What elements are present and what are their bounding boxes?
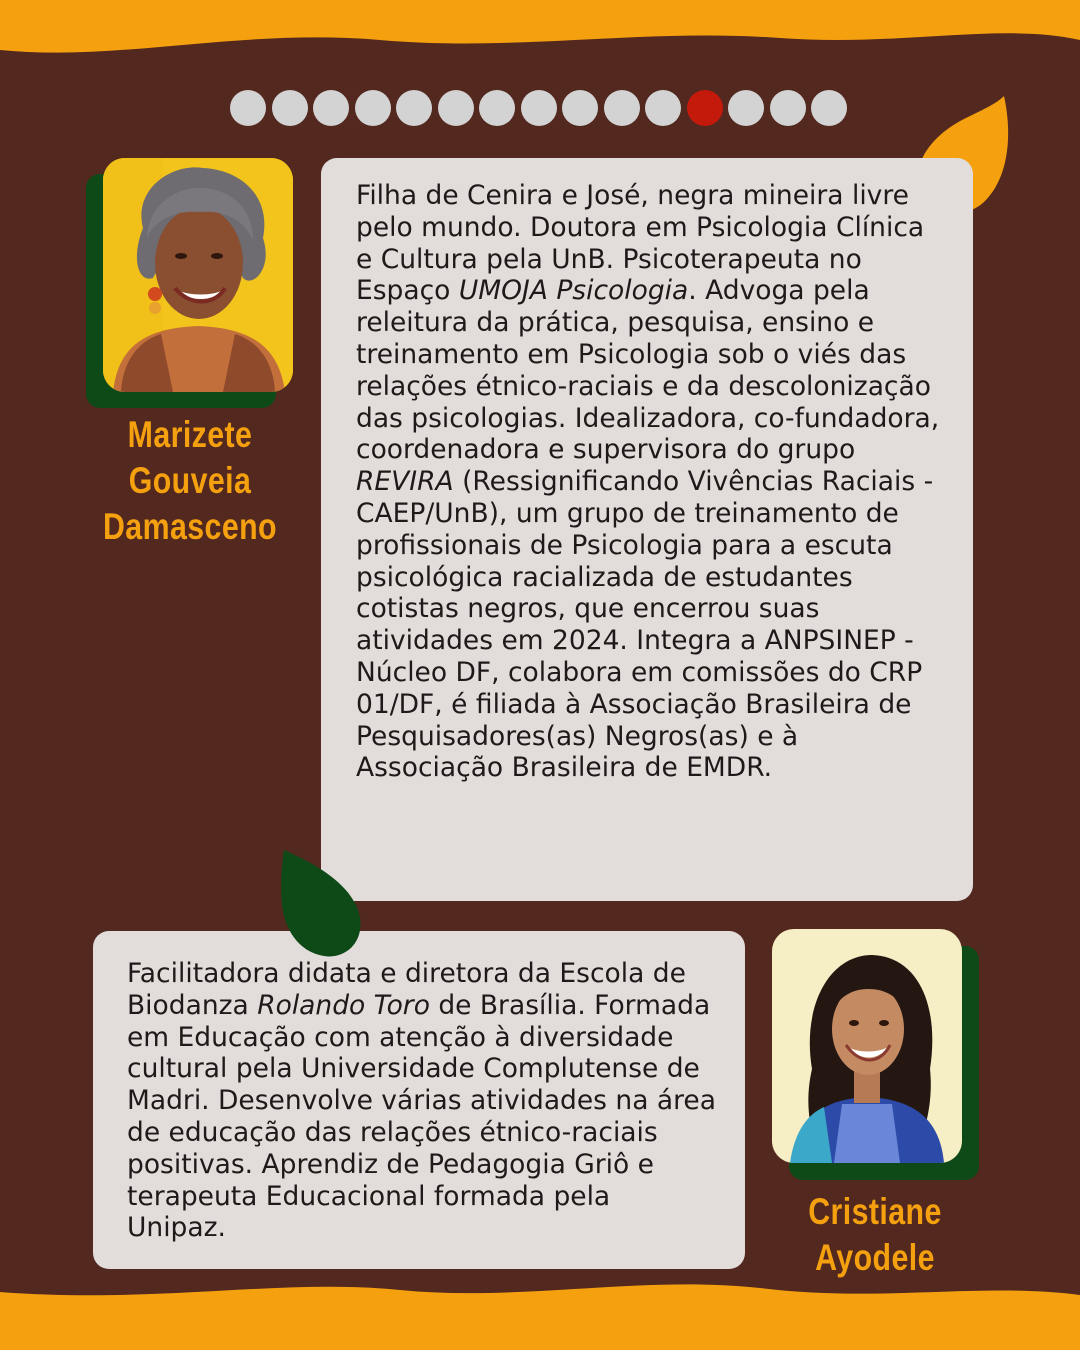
pagination-dot[interactable] (479, 90, 515, 126)
bio-text-segment: . Advoga pela releitura da prática, pesquisa, ensino e treinamento em Psicologia sob o viés das relações étnico-raciais e da descolonização das psicologias. Idealizadora, co-fundadora, coordenadora e supervisora do grupo (356, 275, 940, 466)
portrait-cristiane (772, 929, 962, 1163)
bio-italic-text: REVIRA (356, 466, 454, 498)
pagination-dot[interactable] (770, 90, 806, 126)
bio-text-marizete (356, 180, 945, 784)
bio-text-segment: (Ressignificando Vivências Raciais - CAEP/UnB), um grupo de treinamento de profissionais de Psicologia para a escuta psicológica racializada de estudantes cotistas negros, que encerrou suas atividades em 2024. Integra a ANPSINEP - Núcleo DF, colabora em comissões do CRP 01/DF, é filiada à Associação Brasileira de Pesquisadores(as) Negros(as) e à Associação Brasileira de EMDR. (356, 466, 934, 784)
name-marizete (83, 412, 296, 550)
bio-card-cristiane (93, 931, 745, 1269)
pagination-dots (230, 90, 847, 126)
pagination-dot[interactable] (272, 90, 308, 126)
pagination-dot[interactable] (438, 90, 474, 126)
green-leaf-decoration (276, 848, 366, 960)
bio-text-cristiane (127, 958, 717, 1244)
bio-italic-text: UMOJA Psicologia (458, 275, 689, 307)
portrait-marizete (103, 158, 293, 392)
bio-text-segment: Filha de Cenira e José, negra mineira livre pelo mundo. Doutora em Psicologia Clínica e Cultura pela UnB. Psicoterapeuta no Espaço (356, 180, 925, 307)
pagination-dot[interactable] (604, 90, 640, 126)
bio-text-segment: de Brasília. Formada em Educação com atenção à diversidade cultural pela Universidade Complutense de Madri. Desenvolve várias atividades na área de educação das relações étnico-raciais positivas. Aprendiz de Pedagogia Griô e terapeuta Educacional formada pela Unipaz. (127, 989, 716, 1244)
name-line: Damasceno (102, 506, 278, 547)
pagination-dot[interactable] (313, 90, 349, 126)
name-cristiane (768, 1189, 981, 1281)
pagination-dot[interactable] (521, 90, 557, 126)
pagination-dot-active[interactable] (687, 90, 723, 126)
pagination-dot[interactable] (728, 90, 764, 126)
pagination-dot[interactable] (230, 90, 266, 126)
name-line: Ayodele (815, 1237, 935, 1278)
pagination-dot[interactable] (811, 90, 847, 126)
name-line: Gouveia (128, 460, 252, 501)
name-line: Marizete (127, 414, 253, 455)
bio-card-marizete (321, 158, 973, 901)
name-line: Cristiane (808, 1191, 942, 1232)
bio-italic-text: Rolando Toro (257, 989, 430, 1021)
pagination-dot[interactable] (562, 90, 598, 126)
pagination-dot[interactable] (355, 90, 391, 126)
pagination-dot[interactable] (645, 90, 681, 126)
pagination-dot[interactable] (396, 90, 432, 126)
bio-text-segment: Facilitadora didata e diretora da Escola de Biodanza (127, 958, 686, 1021)
